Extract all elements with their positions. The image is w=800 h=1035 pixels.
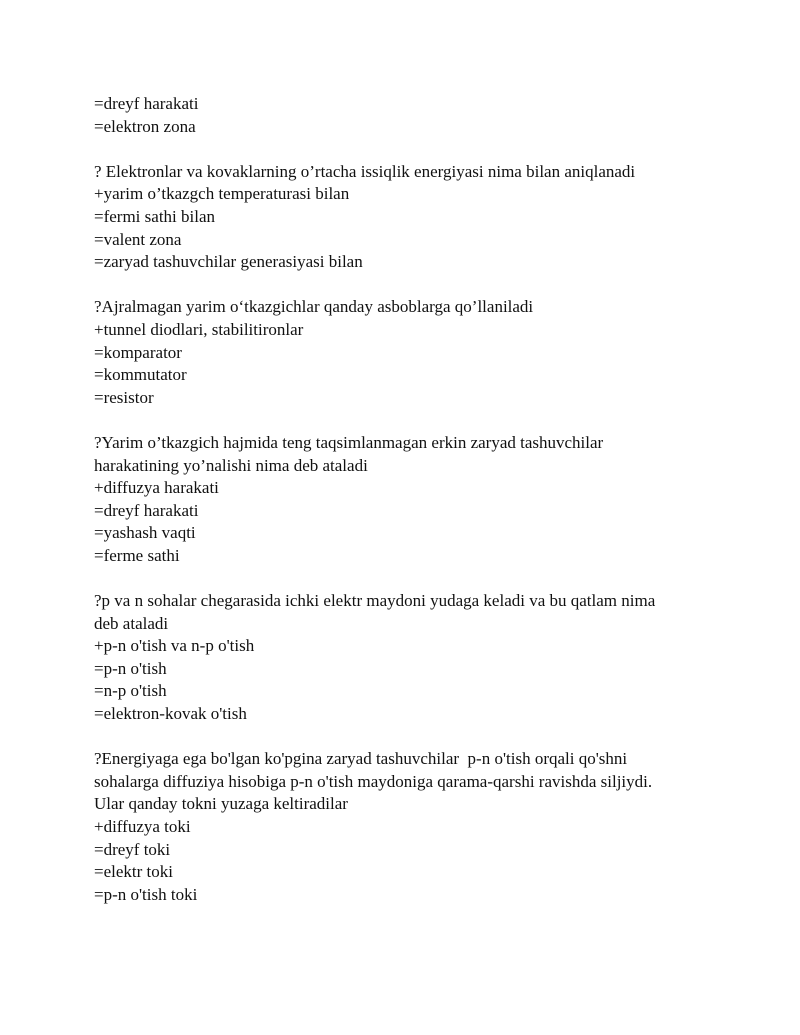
question-text: ? Elektronlar va kovaklarning o’rtacha issiqlik energiyasi nima bilan aniqlanadi <box>94 161 636 181</box>
answer-option: =valent zona <box>94 229 182 249</box>
answer-option: =elektr toki <box>94 862 173 882</box>
correct-answer: +tunnel diodlari, stabilitironlar <box>94 319 304 339</box>
question-text: ?Yarim o’tkazgich hajmida teng taqsimlanmagan erkin zaryad tashuvchilar <box>94 432 604 452</box>
correct-answer: +yarim o’tkazgch temperaturasi bilan <box>94 184 350 204</box>
answer-option: =ferme sathi <box>94 545 180 565</box>
answer-option: =p-n o'tish toki <box>94 884 198 904</box>
answer-option: =elektron-kovak o'tish <box>94 704 247 724</box>
answer-option: =n-p o'tish <box>94 681 167 701</box>
question-text: ?p va n sohalar chegarasida ichki elektr maydoni yudaga keladi va bu qatlam nima <box>94 591 656 611</box>
correct-answer: +diffuzya harakati <box>94 478 219 498</box>
paragraph-gap <box>94 138 734 161</box>
question-text: ?Ajralmagan yarim o‘tkazgichlar qanday asboblarga qo’llaniladi <box>94 297 534 317</box>
question-text: deb ataladi <box>94 613 169 633</box>
answer-option: =dreyf harakati <box>94 94 199 113</box>
correct-answer: +diffuzya toki <box>94 817 191 836</box>
answer-option: =kommutator <box>94 365 187 385</box>
answer-option: =zaryad tashuvchilar generasiyasi bilan <box>94 252 363 272</box>
correct-answer: +p-n o'tish va n-p o'tish <box>94 636 255 656</box>
answer-option: =dreyf harakati <box>94 500 199 520</box>
question-text: sohalarga diffuziya hisobiga p-n o'tish maydoniga qarama-qarshi ravishda siljiydi. <box>94 771 653 791</box>
paragraph-gap <box>94 409 734 432</box>
answer-option: =fermi sathi bilan <box>94 206 216 226</box>
paragraph-gap <box>94 274 734 297</box>
answer-option: =p-n o'tish <box>94 658 167 678</box>
document-body <box>94 93 734 906</box>
question-text: Ular qanday tokni yuzaga keltiradilar <box>94 794 348 814</box>
question-text: ?Energiyaga ega bo'lgan ko'pgina zaryad tashuvchilar p-n o'tish orqali qo'shni <box>94 749 628 769</box>
answer-option: =elektron zona <box>94 116 196 136</box>
answer-option: =yashash vaqti <box>94 523 196 543</box>
question-text: harakatining yo’nalishi nima deb ataladi <box>94 455 368 475</box>
paragraph-gap <box>94 567 734 590</box>
answer-option: =resistor <box>94 387 154 407</box>
answer-option: =dreyf toki <box>94 839 171 859</box>
answer-option: =komparator <box>94 342 182 362</box>
paragraph-gap <box>94 726 734 749</box>
